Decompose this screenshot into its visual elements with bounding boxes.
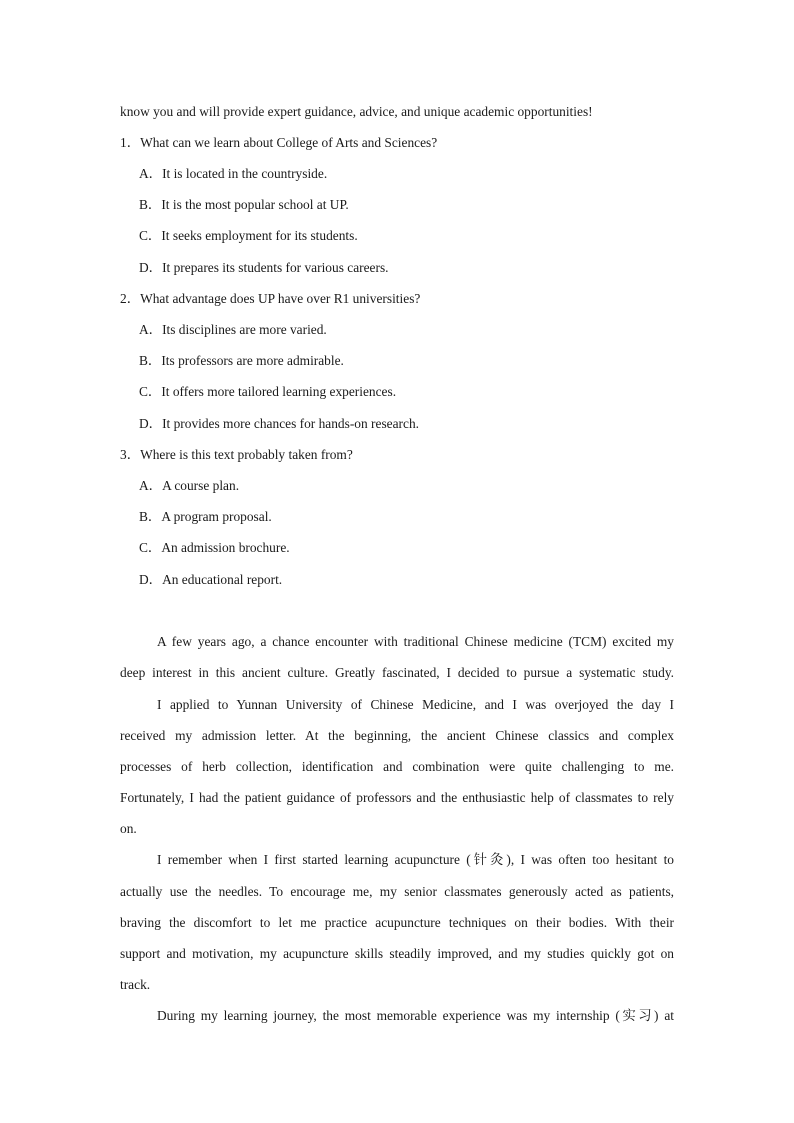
- question-number: 3．: [120, 447, 141, 462]
- option-letter: B．: [139, 197, 162, 212]
- option-letter: B．: [139, 509, 162, 524]
- option-text: It is located in the countryside.: [162, 166, 328, 181]
- option-letter: B．: [139, 353, 162, 368]
- option-letter: A．: [139, 478, 163, 493]
- option-text: It seeks employment for its students.: [161, 228, 358, 243]
- question-2-option-b: [139, 353, 344, 369]
- question-2-option-c: [139, 384, 396, 400]
- question-3-option-a: [139, 478, 239, 494]
- question-1-option-c: [139, 228, 358, 244]
- passage-p1-line-1: A few years ago, a chance encounter with traditional Chinese medicine (TCM) excited my: [157, 634, 674, 649]
- option-letter: C．: [139, 228, 162, 243]
- option-text: A program proposal.: [161, 509, 272, 524]
- question-2-option-d: [139, 416, 419, 432]
- option-letter: A．: [139, 166, 163, 181]
- passage-p3-line-4: support and motivation, my acupuncture skills steadily improved, and my studies quickly got on: [120, 946, 674, 961]
- option-text: A course plan.: [162, 478, 240, 493]
- option-text: An admission brochure.: [161, 540, 290, 555]
- option-letter: C．: [139, 384, 162, 399]
- passage-p2-line-5: on.: [120, 821, 137, 836]
- option-text: Its professors are more admirable.: [161, 353, 344, 368]
- option-letter: D．: [139, 416, 163, 431]
- option-text: It offers more tailored learning experiences.: [161, 384, 397, 399]
- passage-p3-line-2: actually use the needles. To encourage me, my senior classmates generously acted as patients,: [120, 884, 674, 899]
- option-text: It prepares its students for various careers.: [162, 260, 389, 275]
- question-1-option-d: [139, 260, 389, 276]
- question-1-option-a: [139, 166, 327, 182]
- passage-p2-line-3: processes of herb collection, identification and combination were quite challenging to me.: [120, 759, 674, 774]
- option-text: An educational report.: [162, 572, 283, 587]
- question-2-option-a: [139, 322, 327, 338]
- passage-p3-line-1: I remember when I first started learning acupuncture (针灸), I was often too hesitant to: [157, 852, 674, 867]
- question-text: Where is this text probably taken from?: [140, 447, 353, 462]
- question-3-option-b: [139, 509, 272, 525]
- question-3: [120, 447, 353, 463]
- passage-p2-line-4: Fortunately, I had the patient guidance of professors and the enthusiastic help of classmates to rely: [120, 790, 674, 805]
- option-text: Its disciplines are more varied.: [162, 322, 327, 337]
- option-letter: A．: [139, 322, 163, 337]
- intro-tail-text: know you and will provide expert guidance, advice, and unique academic opportunities!: [120, 104, 593, 119]
- question-3-option-d: [139, 572, 282, 588]
- question-text: What can we learn about College of Arts and Sciences?: [140, 135, 438, 150]
- option-letter: C．: [139, 540, 162, 555]
- passage-p4-line-1: During my learning journey, the most memorable experience was my internship (实习) at: [157, 1008, 674, 1023]
- question-2: [120, 291, 420, 307]
- question-text: What advantage does UP have over R1 universities?: [140, 291, 421, 306]
- passage-p1-line-2: deep interest in this ancient culture. Greatly fascinated, I decided to pursue a systematic study.: [120, 665, 674, 680]
- passage-p2-line-2: received my admission letter. At the beginning, the ancient Chinese classics and complex: [120, 728, 674, 743]
- option-letter: D．: [139, 260, 163, 275]
- question-1-option-b: [139, 197, 349, 213]
- question-3-option-c: [139, 540, 290, 556]
- question-number: 2．: [120, 291, 141, 306]
- option-text: It provides more chances for hands-on research.: [162, 416, 419, 431]
- passage-p3-line-5: track.: [120, 977, 151, 992]
- passage-p2-line-1: I applied to Yunnan University of Chinese Medicine, and I was overjoyed the day I: [157, 697, 674, 712]
- option-text: It is the most popular school at UP.: [161, 197, 349, 212]
- question-1: [120, 135, 437, 151]
- option-letter: D．: [139, 572, 163, 587]
- question-number: 1．: [120, 135, 141, 150]
- passage-p3-line-3: braving the discomfort to let me practice acupuncture techniques on their bodies. With their: [120, 915, 674, 930]
